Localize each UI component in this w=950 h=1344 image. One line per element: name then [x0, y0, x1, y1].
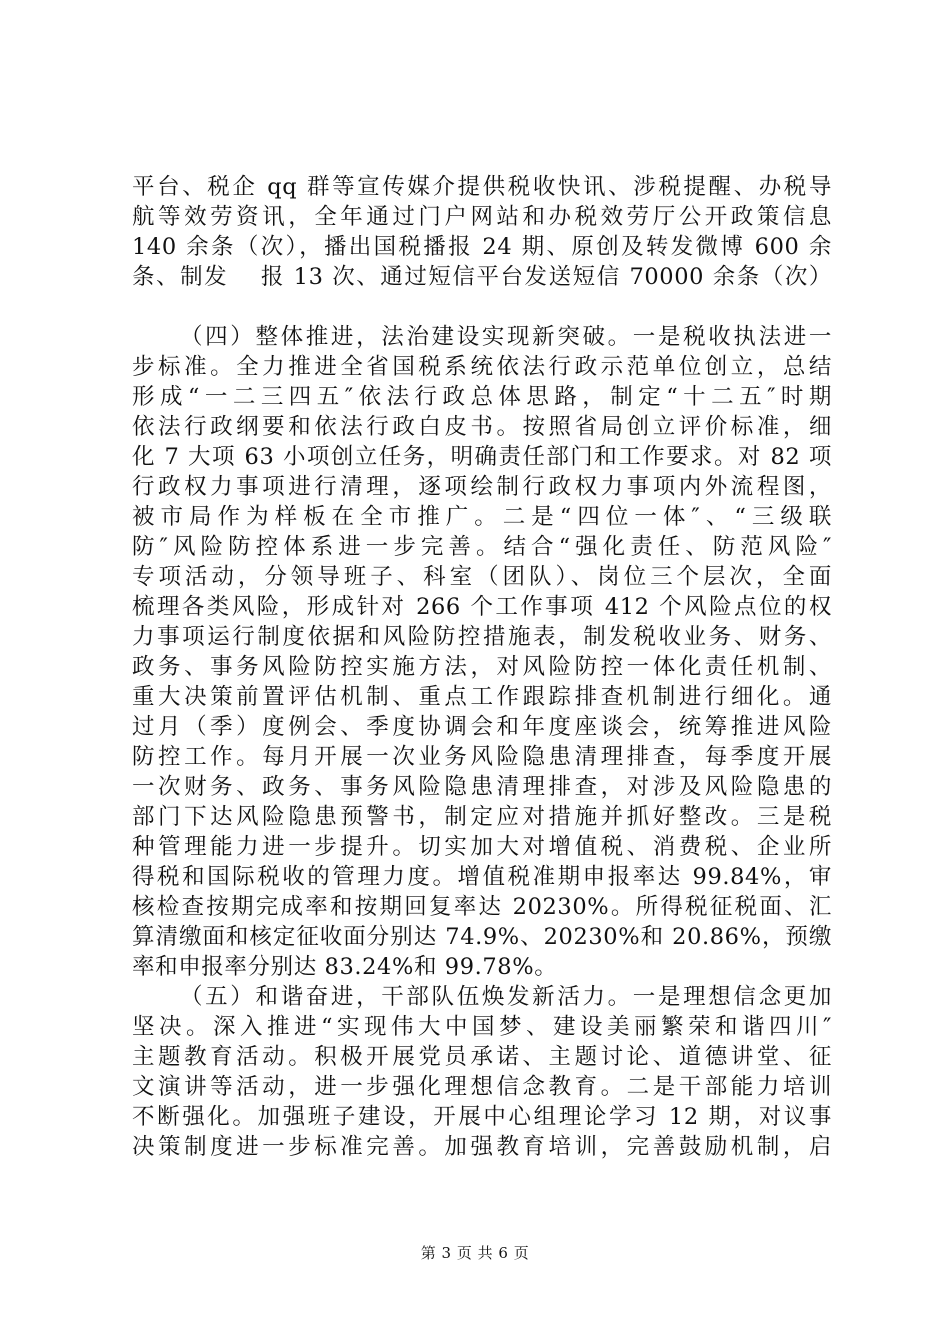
paragraph-3-line: （五）和谐奋进，干部队伍焕发新活力。一是理想信念更加 — [180, 984, 832, 1010]
paragraph-2-line: 依法行政纲要和依法行政白皮书。按照省局创立评价标准，细 — [132, 414, 832, 440]
paragraph-2-line: 被市局作为样板在全市推广。二是“四位一体″、“三级联 — [132, 504, 832, 530]
paragraph-1-line: 平台、税企 qq 群等宣传媒介提供税收快讯、涉税提醒、办税导 — [132, 174, 832, 200]
paragraph-3-line: 文演讲等活动，进一步强化理想信念教育。二是干部能力培训 — [132, 1074, 832, 1100]
paragraph-2-line: 防″风险防控体系进一步完善。结合“强化责任、防范风险″ — [132, 534, 832, 560]
paragraph-2-line: （四）整体推进，法治建设实现新突破。一是税收执法进一 — [180, 324, 832, 350]
page-number-footer: 第 3 页 共 6 页 — [420, 1244, 530, 1262]
paragraph-2-line: 形成“一二三四五″依法行政总体思路，制定“十二五″时期 — [132, 384, 832, 410]
paragraph-3-line: 坚决。深入推进“实现伟大中国梦、建设美丽繁荣和谐四川″ — [132, 1014, 832, 1040]
paragraph-3-line: 决策制度进一步标准完善。加强教育培训，完善鼓励机制，启 — [132, 1134, 832, 1160]
paragraph-1-line: 航等效劳资讯，全年通过门户网站和办税效劳厅公开政策信息 — [132, 204, 832, 230]
paragraph-2-line: 算清缴面和核定征收面分别达 74.9%、20230%和 20.86%，预缴 — [132, 924, 832, 950]
paragraph-2-line: 过月（季）度例会、季度协调会和年度座谈会，统筹推进风险 — [132, 714, 832, 740]
paragraph-2-line: 部门下达风险隐患预警书，制定应对措施并抓好整改。三是税 — [132, 804, 832, 830]
paragraph-2-line: 政务、事务风险防控实施方法，对风险防控一体化责任机制、 — [132, 654, 832, 680]
paragraph-2-line: 一次财务、政务、事务风险隐患清理排查，对涉及风险隐患的 — [132, 774, 832, 800]
paragraph-2-line: 行政权力事项进行清理，逐项绘制行政权力事项内外流程图， — [132, 474, 832, 500]
paragraph-2-line: 专项活动，分领导班子、科室（团队）、岗位三个层次，全面 — [132, 564, 832, 590]
paragraph-2-line: 种管理能力进一步提升。切实加大对增值税、消费税、企业所 — [132, 834, 832, 860]
paragraph-2-line: 得税和国际税收的管理力度。增值税准期申报率达 99.84%，审 — [132, 864, 832, 890]
paragraph-3-line: 主题教育活动。积极开展党员承诺、主题讨论、道德讲堂、征 — [132, 1044, 832, 1070]
paragraph-2-line: 防控工作。每月开展一次业务风险隐患清理排查，每季度开展 — [132, 744, 832, 770]
paragraph-1-line: 140 余条（次），播出国税播报 24 期、原创及转发微博 600 余 — [132, 234, 832, 260]
paragraph-2-line: 率和申报率分别达 83.24%和 99.78%。 — [132, 954, 558, 980]
paragraph-2-line: 化 7 大项 63 小项创立任务，明确责任部门和工作要求。对 82 项 — [132, 444, 832, 470]
paragraph-1-line: 条、制发 报 13 次、通过短信平台发送短信 70000 余条（次） — [132, 264, 832, 290]
paragraph-2-line: 核检查按期完成率和按期回复率达 20230%。所得税征税面、汇 — [132, 894, 832, 920]
paragraph-3-line: 不断强化。加强班子建设，开展中心组理论学习 12 期，对议事 — [132, 1104, 832, 1130]
paragraph-2-line: 步标准。全力推进全省国税系统依法行政示范单位创立，总结 — [132, 354, 832, 380]
paragraph-2-line: 梳理各类风险，形成针对 266 个工作事项 412 个风险点位的权 — [132, 594, 832, 620]
paragraph-2-line: 力事项运行制度依据和风险防控措施表，制发税收业务、财务、 — [132, 624, 832, 650]
paragraph-2-line: 重大决策前置评估机制、重点工作跟踪排查机制进行细化。通 — [132, 684, 832, 710]
